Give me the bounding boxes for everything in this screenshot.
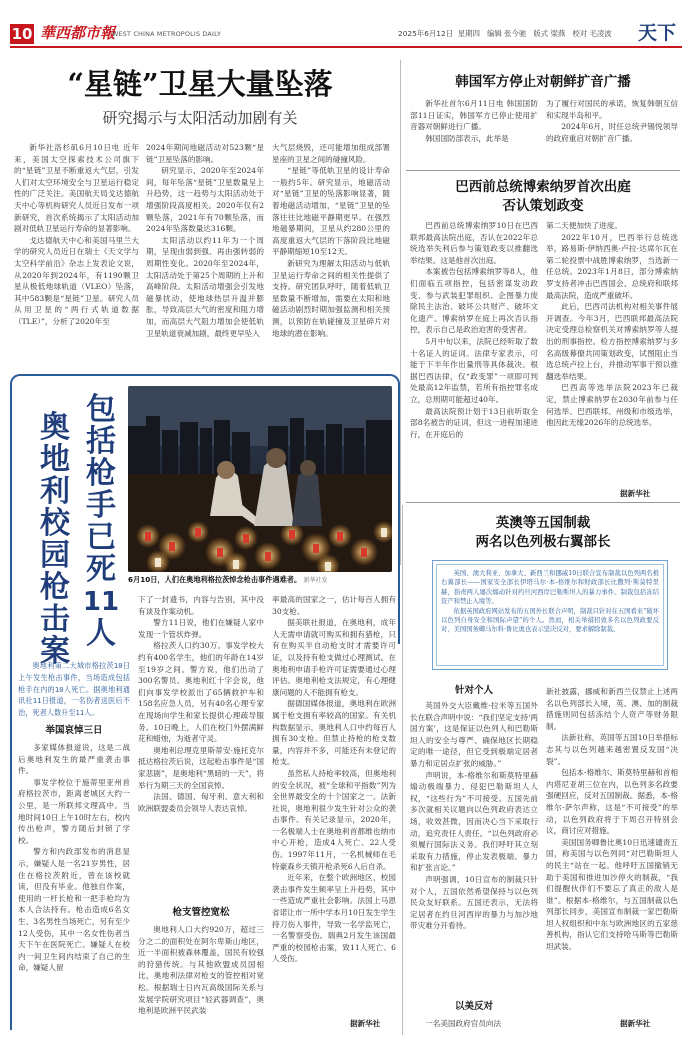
paragraph: 警方和内政部发布的消息显示，嫌疑人是一名21岁男性，居住在格拉茨附近，曾在该校就读，但没有毕业。他独自作案，使用的一杆长枪和一把手枪均为本人合法持有。枪击造成6名女生、3名男性当场死亡，另有至少12人受伤，其中一名女性伤者当天下午在医院死亡。嫌疑人在校内一间卫生间内结束了自己的生命，嫌疑人留 [18,847,130,973]
headline-char: 校 [40,506,70,541]
sanctions-col-1 [410,700,538,932]
headline-char: 括 [86,424,116,459]
paragraph: 美国国务卿鲁比奥10日迅速谴责五国，称美国与以色列同“对巴勒斯坦人的民主“站在一起。他呼吁五国撤销无助于美国和推进加沙停火的制裁，“我们提醒伙伴们不要忘了真正的敌人是谁”。根据本-格维尔，与五国制裁以色列部长同步，美国宣布制裁一家巴勒斯坦人权组织和中东与欧洲地区的五家慈善机构，指认它们支持哈马斯等巴勒斯坦武装。 [546,837,678,952]
summary-text: 英国、澳大利亚、加拿大、新西兰和挪威10日联合宣布制裁以色列两名极右翼部长——国家安全部长伊塔马尔·本-格维尔和财政部长比撒列·斯莫特里赫，指责两人屡次煽动针对约旦河西岸巴勒斯坦人的暴力事件。制裁包括冻结资产和禁止入境等。 [441,570,659,606]
article-divider [406,170,680,171]
headline-char: 人 [86,616,116,651]
summary-text-2: 依据英国政府网站发布的五国外长联合声明，制裁只针对在五国看来“破坏以色列自身安全和国际声望”的个人。然而，相关举措招致多名以色列政要反对，美国国务卿马尔科·鲁比奥也表示坚决反对，要求解除制裁。 [441,607,659,634]
headline-char: 地 [40,442,70,477]
article-subtitle-brazil: 否认策划政变 [502,198,584,214]
paragraph: “星链”等低轨卫星的设计寿命一般约5年。研究显示，地磁活动对“星链”卫星的坠落影响显著，随着地磁活动增加，“星链”卫星的坠落往往比地磁平静期更早。在强烈地磁暴期间，卫星从约280公里的高度重返大气层的下落阶段比地磁平静期缩短10至12天。 [272,166,390,257]
paragraph: 太阳活动以约11年为一个周期，呈现由弱到强、再由强转弱的周期性变化。2020年至2024年，太阳活动处于第25个周期的上升和高峰阶段。太阳活动增强会引发地磁暴扰动，使地球热层升温并膨胀，导致高层大气的密度和阻力增加，而高层大气阻力增加会使低轨卫星轨道衰减加剧，最终更早坠入 [146,235,264,338]
brazil-col-1 [410,220,538,440]
byline: 据新华社 [350,1019,381,1028]
paper-sub: WEST CHINA METROPOLIS DAILY [112,30,222,38]
paragraph: 2024年6月，时任总统尹锡悦领导的政府重启对朝扩音广播。 [546,122,678,143]
sanctions-col-2 [546,686,678,953]
paragraph: 据德国媒体报道，奥地利在欧洲属于枪支拥有率较高的国家。有关机构数据显示，奥地利人口中约每百人拥有30支枪。但禁止持枪的枪支数量，内容并不多，可能还有未登记的枪支。 [272,699,396,767]
feature-left-edge [10,630,12,1030]
feature-col-3 [272,594,396,965]
paragraph: 奥地利总理克里斯蒂安·施托克尔抵达格拉茨后说，这起枪击事件是“国家悲剧”，是奥地利“黑暗的一天”，将举行为期三天的全国哀悼。 [138,745,264,790]
lead-text: 奥地利第二大城市格拉茨10日上午发生枪击事件，当场造成包括枪手在内的10人死亡。据奥地利通讯社11日报道，一名伤者送医后不治，死者人数升至11人。 [18,661,130,718]
photo-caption [128,574,394,586]
headline-column-1 [78,394,124,650]
article-title-brazil: 巴西前总统博索纳罗首次出庭 [455,179,631,195]
paragraph: 5月中旬以来，法院已经听取了数十名证人的证词。法律专家表示，可能于下半年作出量刑等具体裁决。根据巴西法律，仅“政变罪”一项即可判处最高12年监禁，若所有指控罪名成立，总刑期可能超过40年。 [410,336,538,404]
paragraph: 研究显示，2020年至2024年间，每年坠落“星链”卫星数量呈上升趋势，这一趋势与太阳活动处于增强阶段高度相关。2020年仅有2颗坠落，2021年有70颗坠落，而2024年坠落数量达316颗。 [146,166,264,234]
paragraph: 包括本-格维尔、斯莫特里赫和首相内塔尼亚胡三位在内，以色列多名政要强硬回应，反对五国制裁。据悉，本-格维尔·萨尔声称，这是“不可接受”的举动，以色列政府将于下周召开特别会议，商讨应对措施。 [546,768,678,836]
paragraph: 一名美国政府官员向法 [425,1019,502,1028]
paragraph: 巴西前总统博索纳罗10日在巴西联邦最高法院出庭，否认在2022年总统选举失利后参与策划政变以推翻选举结果。这是他首次出庭。 [410,221,538,265]
article-subtitle-starlink: 研究揭示与太阳活动加剧有关 [102,109,298,127]
vigil-photo [128,386,392,572]
paragraph: 大气层烧毁，还可能增加组成部署星座的卫星之间的碰撞风险。 [272,143,390,164]
headline-char: 枪 [40,570,70,605]
paragraph: 最高法院预计划于13日前听取全部8名被告的证词，但这一进程加速进行，在开庭后的 [410,406,538,439]
paragraph: 戈达德航天中心和美国马里兰大学的研究人员近日在瑞士《天文学与太空科学前沿》杂志上发表论文说，从2020年到2024年，有1190颗卫星从极低地球轨道（VLEO）坠落，其中583颗是“星链”卫星。研究人员从用卫星的“两行式轨道数据（TLE）”，分析了2020年至 [14,235,139,326]
paragraph: 警方11日说，他们在嫌疑人家中发现一个管状炸弹。 [138,618,264,639]
paragraph: 率最高的国家之一，估计每百人拥有30支枪。 [272,595,396,616]
paragraph: 多家媒体报道说，这是二战后奥地利发生的最严重袭击事件。 [18,743,130,776]
headline-char: 枪 [86,456,116,491]
brazil-col-2 [546,220,678,429]
paragraph: 奥地利人口大约920万，超过三分之二的面积处在阿尔卑斯山地区，近一半面积被森林覆盖，国民有较强的狩猎传统。与其他欧盟成员国相比，奥地利法律对枪支的管控相对宽松。根据瑞士日内瓦高级国际关系与发展学院研究项目“轻武器调查”，奥地利是欧洲平民武装 [138,925,264,1016]
starlink-col-3 [272,142,390,339]
article-title-sanctions: 英澳等五国制裁 [495,515,591,531]
paragraph: 声明强调，10日宣布的制裁只针对个人，五国依然希望保持与以色列民众友好联系。五国还表示，无法将定居者在约旦河西岸的暴力与加沙地带灾难分开看待。 [410,874,538,931]
masthead [10,22,682,48]
summary-box [432,560,668,670]
paragraph: 英国外交大臣戴维·拉米等五国外长在联合声明中说：“我们坚定支持‘两国方案’，这是保证以色列人和巴勒斯坦人的安全与尊严、确保地区长期稳定的唯一途径，但它受到极端定居者暴力和定居点扩张的威胁。” [410,701,538,768]
paragraph: 韩国国防部表示，此举是 [425,133,509,143]
headline-column-2 [32,412,78,668]
article-title-korea: 韩国军方停止对朝鲜扩音广播 [455,74,631,90]
caption-text: 6月10日，人们在奥地利格拉茨悼念枪击事件遇难者。 [128,575,302,584]
feature-headline-block [20,384,130,669]
subhead-mourning: 举国哀悼三日 [45,725,103,736]
paragraph: 下了一封遗书，内容与告别，其中没有谈及作案动机。 [138,595,264,616]
paragraph: 巴西高等选举法院2023年已裁定，禁止博索纳罗在2030年前参与任何选举。巴西联邦、州级和市级选举，他因此无缘2026年的总统选举。 [546,383,678,428]
headline-char: 击 [40,602,70,637]
paragraph: 新社披露，挪威和新西兰仅禁止上述两名以色列部长入境，英、澳、加的制裁措施则同包括冻结个人资产等财务限制。 [546,687,678,731]
headline-char: 案 [40,634,70,669]
paragraph: 格拉茨人口约30万。事发学校大约有400名学生，他们的年龄在14岁至19岁之间。警方说，他们出动了300名警员。奥地利红十字会说，他们向事发学校派出了65辆救护车和158名应急人员，另有40名心理专家在现场向学生和家长提供心理疏导服务。10日晚上，人们在校门外摆满鲜花和蜡烛，为逝者守灵。 [138,641,264,744]
column-divider [402,505,403,1035]
paragraph: 事发学校位于施蒂里亚州首府格拉茨市，距离老城区大约一公里，是一所联邦文理高中。当地时间10日上午10时左右，校内传出枪声，警方随后封锁了学校。 [18,777,130,845]
section-label: 天下 [638,22,677,44]
korea-col-2 [546,98,678,144]
paragraph: 2022年10月，巴西举行总统选举，路易斯·伊纳西奥·卢拉·达席尔瓦在第二轮投票中战胜博索纳罗，当选新一任总统。2023年1月8日，部分博索纳罗支持者冲击巴西国会、总统府和联邦最高法院，造成严重破坏。 [546,232,678,300]
feature-col-2b [138,924,264,1017]
caption-credit: 新华社发 [303,577,328,584]
column-divider [400,60,401,565]
sanctions-col-1-end [410,1018,538,1030]
paragraph: 新华社洛杉矶6月10日电 近年来，美国太空探索技术公司旗下的“星链”卫星不断重返大气层，引发人们对太空环境安全与卫星运行稳定性的广泛关注。美国航天局戈达德航天中心等机构研究人员近日发布一项新研究，首次系统揭示了太阳活动加剧对低轨卫星运行寿命的显著影响。 [14,143,139,234]
subhead-individuals: 针对个人 [454,685,493,696]
headline-char: 已 [86,520,116,555]
subhead-opposition: 以美反对 [454,1001,493,1012]
paragraph: 法新社称，英国等五国10日举措标志其与以色列越来越密置反发国“决裂”。 [546,733,678,766]
article-subtitle-sanctions: 两名以色列极右翼部长 [475,534,611,550]
headline-char: 11 [82,587,120,617]
paragraph: 新研究为理解太阳活动与低轨卫星运行寿命之间的相关性提供了支持。研究团队呼吁，随着低轨卫星数量不断增加，需要在太阳和地磁活动剧烈时期加强监测和相关预测，以预防在轨碰撞及卫星碎片对地球的潜在影响。 [272,258,390,338]
paragraph: 近年来，在整个欧洲地区，校园袭击事件发生频率呈上升趋势，其中一些造成严重社会影响。法国上马恩省诺让市一所中学本月10日发生学生持刀伤人事件，导致一名学监死亡，一名警察受伤。瑞典2月发生该国最严重的校园枪击案，致11人死亡、6人受伤。 [272,873,396,964]
headline-char: 手 [86,488,116,523]
feature-photo [128,386,392,572]
feature-col-1 [18,742,130,974]
paragraph: 法国、德国、匈牙利、意大利和欧洲联盟委员会领导人表达哀悼。 [138,792,264,813]
feature-lead [18,660,130,719]
paragraph: 声明说，本-格维尔和斯莫特里赫煽动极端暴力、侵犯巴勒斯坦人人权，“这些行为”不可接受。五国先前多次就相关议题向以色列政府表达立场，收效甚微，因而决心当下采取行动，追究责任人责任。“以色列政府必须履行国际法义务。我们呼吁其立刻采取有力措施，停止发表极端、暴力和扩张言论。” [410,770,538,873]
starlink-col-1 [14,142,139,328]
headline-char: 死 [86,552,116,587]
headline-char: 园 [40,538,70,573]
paragraph: 为了履行对国民的承诺，恢复韩朝互信和实现半岛和平。 [546,99,678,120]
paragraph: 虽然私人持枪率较高，但奥地利的安全状况，被“全球和平指数”列为全世界最安全的十个国家之一。法新社说，奥地利很少发生针对公众的袭击事件。有关记录显示，2020年，一名极端人士在奥地利首都维也纳市中心开枪，造成4人死亡、22人受伤。1997年11月，一名机械师在毛特豪森乡天镇开枪杀死6人后自杀。 [272,768,396,871]
feature-col-2 [138,594,264,814]
byline: 据新华社 [620,489,651,498]
article-title-starlink: “星链”卫星大量坠落 [67,67,333,101]
headline-char: 利 [40,474,70,509]
edition-meta: 2025年6月12日 星期四 编辑 张今驰 版式 梁燕 校对 毛凌波 [398,29,612,38]
summary-box-inner [436,564,664,666]
headline-char: 奥 [40,410,70,445]
korea-col-1 [410,98,538,144]
byline: 据新华社 [620,1019,651,1028]
page-number: 10 [11,25,33,43]
article-divider [406,502,680,503]
paragraph: 新华社首尔6月11日电 韩国国防部11日证实，韩国军方已停止使用扩音器对朝鲜进行广播。 [410,99,538,132]
paragraph: 第二天便加快了进度。 [546,221,622,230]
subhead-gun-control: 枪支管控宽松 [172,907,230,918]
headline-char: 包 [86,392,116,427]
paragraph: 此后，巴西司法机构对相关事件展开调查。今年3月，巴西联邦最高法院决定受理总检察机关对博索纳罗等人提出的刑事指控。检方指控博索纳罗与多名高级幕僚共同策划政变，试图阻止当选总统卢拉上台，并推动军事干预以推翻选举结果。 [546,302,678,381]
paper-name: 華西都市報 [40,24,116,42]
starlink-col-2 [146,142,264,339]
paragraph: 2024年期间地磁活动对523颗“星链”卫星坠落的影响。 [146,143,264,164]
paragraph: 据美联社报道，在奥地利，成年人无需申请就可购买和拥有猎枪，只有在购买半自动枪支时才需要许可证，以及持有枪支做过心理测试。在奥地利申请手枪许可证需要通过心理评估。奥地利枪支法规定，有心理健康问题的人不能拥有枪支。 [272,618,396,697]
paragraph: 本案被告包括博索纳罗等8人，他们面临五项指控，包括密谋发动政变、参与武装犯罪组织、企图暴力废除民主法治、破坏公共财产、破坏文化遗产。博索纳罗在庭上再次否认指控，表示自己是政治迫害的受害者。 [410,267,538,335]
